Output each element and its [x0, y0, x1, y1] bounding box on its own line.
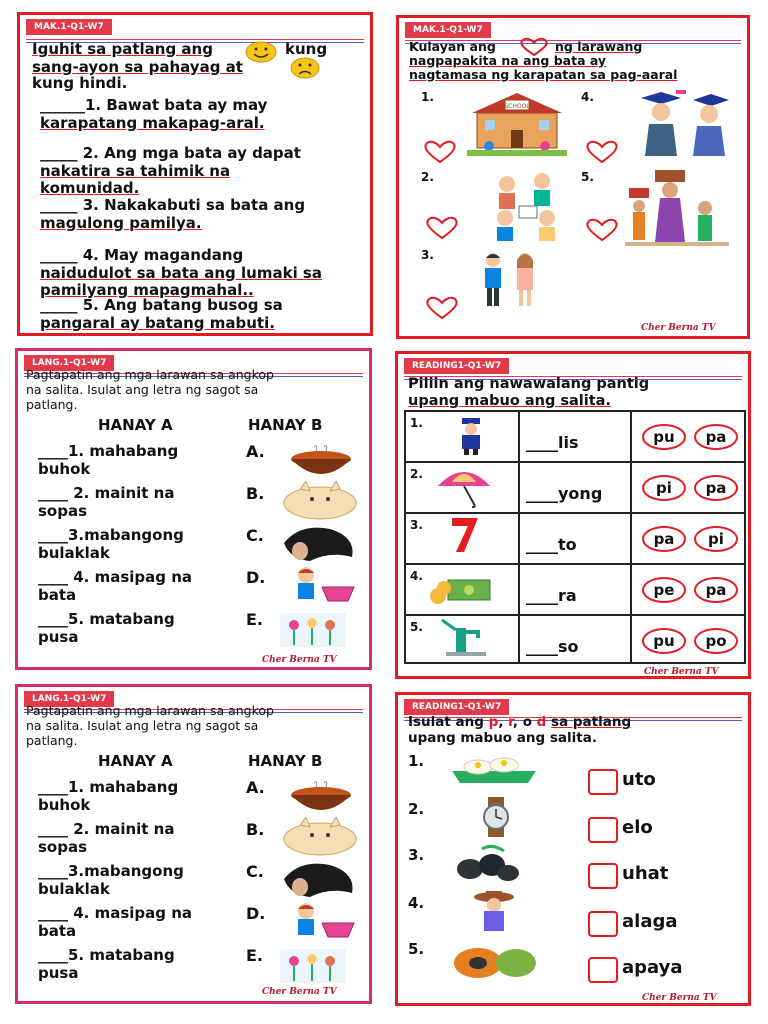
word-3: uhat [622, 863, 669, 884]
row-divider [406, 461, 744, 463]
word-3: ____to [526, 535, 577, 554]
column-a-heading: HANAY A [98, 416, 173, 434]
long-hair-picture [280, 859, 356, 899]
long-hair-picture [280, 523, 356, 563]
letter-e: E. [246, 946, 264, 965]
worksheet-tag: LANG.1-Q1-W7 [24, 691, 114, 707]
item-2: ____ 2. mainit na sopas [38, 484, 175, 520]
letter-d: D. [246, 568, 266, 587]
school-sign: SCHOOL [504, 103, 530, 110]
school-picture [467, 88, 567, 158]
fat-cat-picture [280, 481, 360, 521]
word-2: ____yong [526, 484, 603, 503]
credit-text: Cher Berna TV [262, 655, 337, 665]
letter-answer-box-2[interactable] [588, 817, 618, 843]
letter-answer-box-4[interactable] [588, 911, 618, 937]
statement-1: ______1. Bawat bata ay may karapatang makapag-aral. [40, 96, 268, 132]
row-number-5: 5. [410, 620, 423, 634]
syllable-choice-4b[interactable]: pa [694, 577, 738, 603]
wristwatch-picture [470, 797, 522, 837]
worksheet-tag: LANG.1-Q1-W7 [24, 355, 114, 371]
flowers-picture [280, 949, 346, 983]
word-5: ____so [526, 637, 579, 656]
fat-cat-picture [280, 817, 360, 857]
column-b-heading: HANAY B [248, 752, 323, 770]
statement-3: _____ 3. Nakakabuti sa bata ang magulong pamilya. [40, 196, 306, 232]
syllable-choice-4a[interactable]: pe [642, 577, 686, 603]
heart-outline-icon[interactable] [423, 216, 461, 240]
credit-text: Cher Berna TV [641, 323, 716, 333]
item-2: ____ 2. mainit na sopas [38, 820, 175, 856]
word-5: apaya [622, 957, 683, 978]
letter-answer-box-3[interactable] [588, 863, 618, 889]
instruction-line-2: sang-ayon sa pahayag at [32, 58, 243, 76]
dark-fruits-picture [452, 843, 522, 883]
credit-text: Cher Berna TV [262, 987, 337, 997]
item-3: ____3.mabangong bulaklak [38, 526, 184, 562]
graduates-picture [621, 86, 731, 158]
worksheet-tag: READING1-Q1-W7 [404, 699, 509, 715]
instruction-kung: kung [285, 40, 328, 58]
syllable-choice-1a[interactable]: pu [642, 424, 686, 450]
letter-answer-box-1[interactable] [588, 769, 618, 795]
row-number-4: 4. [408, 894, 425, 912]
money-picture [428, 568, 494, 606]
word-4: ____ra [526, 586, 577, 605]
credit-text: Cher Berna TV [644, 667, 719, 677]
child-washing-picture [286, 901, 360, 941]
card-smiley-worksheet [17, 12, 373, 336]
instructions: Isulat ang p, r, o d sa patlang upang mabuo ang salita. [408, 714, 632, 746]
number-seven-picture [448, 514, 482, 554]
row-divider [406, 614, 744, 616]
worksheet-tag: READING1-Q1-W7 [404, 358, 509, 374]
letter-answer-box-5[interactable] [588, 957, 618, 983]
row-number-1: 1. [408, 752, 425, 770]
item-number-1: 1. [421, 90, 434, 104]
word-2: elo [622, 817, 653, 838]
item-5: ____5. matabang pusa [38, 610, 175, 646]
flowers-picture [280, 613, 346, 647]
worksheet-tag: MAK.1-Q1-W7 [26, 19, 112, 35]
word-1: ____lis [526, 433, 579, 452]
instructions: Pagtapatin ang mga larawan sa angkop na salita. Isulat ang letra ng sagot sa patlang. [26, 367, 274, 412]
instructions: Piliin ang nawawalang pantig upang mabuo ang salita. [408, 376, 650, 410]
syllable-choice-5a[interactable]: pu [642, 628, 686, 654]
letter-a: A. [246, 442, 265, 461]
col-divider [630, 412, 632, 662]
instruction-line-3: nagtamasa ng karapatan sa pag-aaral [409, 67, 678, 82]
syllable-choice-3a[interactable]: pa [642, 526, 686, 552]
family-with-baskets-picture [625, 168, 729, 246]
statement-4: _____ 4. May magandang naidudulot sa bata ang lumaki sa pamilyang mapagmahal.. [40, 246, 322, 300]
letter-c: C. [246, 526, 264, 545]
worksheet-tag: MAK.1-Q1-W7 [405, 22, 491, 38]
letter-e: E. [246, 610, 264, 629]
card-letter-worksheet [395, 692, 751, 1006]
syllable-choice-2a[interactable]: pi [642, 475, 686, 501]
heart-outline-icon[interactable] [583, 140, 621, 164]
heart-outline-icon[interactable] [583, 218, 621, 242]
police-picture [456, 416, 486, 456]
letter-d: D. [246, 904, 266, 923]
letter-b: B. [246, 820, 265, 839]
heart-outline-icon[interactable] [421, 140, 459, 164]
card-matching-worksheet-2 [15, 684, 372, 1004]
word-1: uto [622, 769, 656, 790]
syllable-choice-2b[interactable]: pa [694, 475, 738, 501]
word-4: alaga [622, 911, 678, 932]
boy-and-girl-picture [475, 250, 545, 310]
row-number-3: 3. [408, 846, 425, 864]
row-number-5: 5. [408, 940, 425, 958]
row-number-3: 3. [410, 518, 423, 532]
row-number-2: 2. [408, 800, 425, 818]
instruction-line-1b: ng larawang [555, 39, 643, 54]
row-number-2: 2. [410, 467, 423, 481]
column-a-heading: HANAY A [98, 752, 173, 770]
item-1: ____1. mahabang buhok [38, 442, 179, 478]
item-3: ____3.mabangong bulaklak [38, 862, 184, 898]
item-1: ____1. mahabang buhok [38, 778, 179, 814]
statement-2: _____ 2. Ang mga bata ay dapat nakatira sa tahimik na komunidad. [40, 144, 301, 198]
credit-text: Cher Berna TV [642, 993, 717, 1003]
item-4: ____ 4. masipag na bata [38, 904, 193, 940]
col-divider [518, 412, 520, 662]
soup-bowl-picture [286, 781, 356, 815]
letter-c: C. [246, 862, 264, 881]
sad-face-icon [290, 57, 320, 79]
girl-with-hat-picture [466, 889, 522, 933]
rice-cakes-picture [448, 751, 540, 787]
children-reading-picture [487, 166, 572, 246]
water-pump-picture [438, 618, 494, 658]
row-divider [406, 563, 744, 565]
heart-outline-icon[interactable] [423, 296, 461, 320]
card-syllable-worksheet [395, 351, 751, 679]
instruction-line-1: Iguhit sa patlang ang [32, 40, 213, 58]
instruction-line-2: nagpapakita na ang bata ay [409, 53, 607, 68]
papaya-picture [450, 939, 540, 983]
column-b-heading: HANAY B [248, 416, 323, 434]
letter-a: A. [246, 778, 265, 797]
card-matching-worksheet-1 [15, 348, 372, 670]
child-washing-picture [286, 565, 360, 605]
soup-bowl-picture [286, 445, 356, 479]
item-5: ____5. matabang pusa [38, 946, 175, 982]
item-number-3: 3. [421, 248, 434, 262]
row-number-4: 4. [410, 569, 423, 583]
syllable-choice-3b[interactable]: pi [694, 526, 738, 552]
item-number-2: 2. [421, 170, 434, 184]
item-number-4: 4. [581, 90, 594, 104]
statement-5: _____ 5. Ang batang busog sa pangaral ay batang mabuti. [40, 296, 283, 332]
letter-b: B. [246, 484, 265, 503]
card-heart-worksheet [396, 15, 750, 339]
instructions: Pagtapatin ang mga larawan sa angkop na salita. Isulat ang letra ng sagot sa patlang. [26, 703, 274, 748]
syllable-choice-5b[interactable]: po [694, 628, 738, 654]
syllable-choice-1b[interactable]: pa [694, 424, 738, 450]
item-4: ____ 4. masipag na bata [38, 568, 193, 604]
instruction-line-3: kung hindi. [32, 74, 128, 92]
item-number-5: 5. [581, 170, 594, 184]
row-number-1: 1. [410, 416, 423, 430]
instruction-line-1: Kulayan ang [409, 39, 496, 54]
umbrella-picture [434, 464, 494, 508]
happy-face-icon [245, 41, 277, 63]
